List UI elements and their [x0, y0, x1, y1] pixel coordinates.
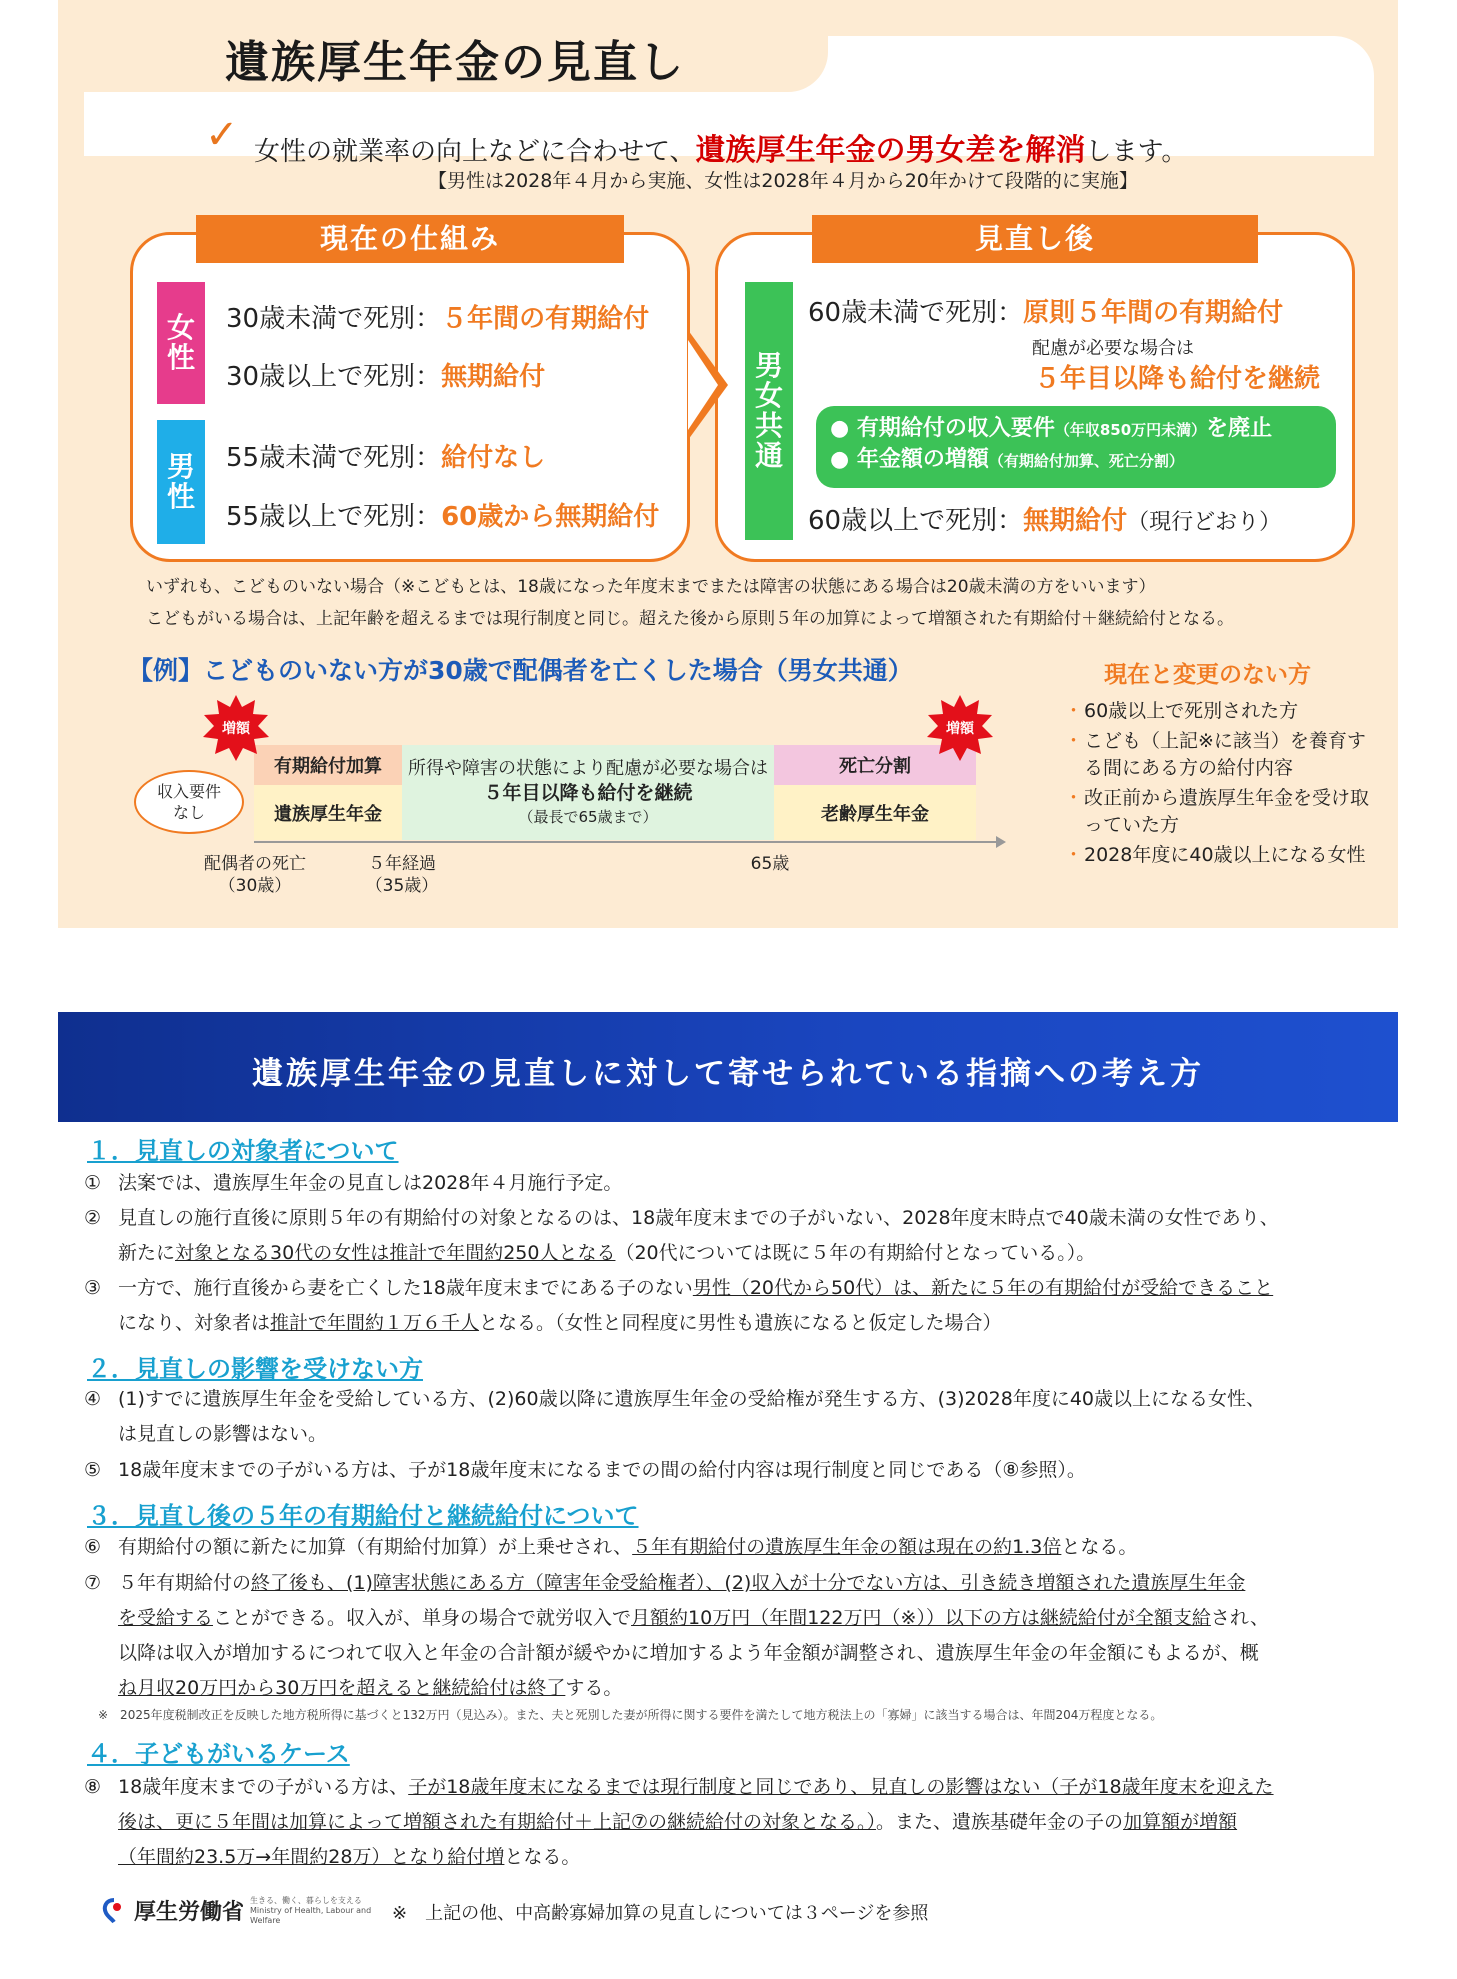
- list-item: ・ 改正前から遺族厚生年金を受け取っていた方: [1072, 785, 1372, 839]
- section-heading-2: ２．見直しの影響を受けない方: [87, 1355, 423, 1383]
- intro-line: 女性の就業率の向上などに合わせて、遺族厚生年金の男女差を解消します。: [254, 133, 1188, 168]
- section-heading-4: ４．子どもがいるケース: [87, 1740, 350, 1768]
- male-tag-label: 男 性: [166, 450, 195, 513]
- timeline-old-age-segment: 老齢厚生年金: [774, 785, 976, 840]
- revised-row-1-continue: ５年目以降も給付を継続: [1034, 364, 1321, 394]
- ministry-name: 厚生労働省: [134, 1900, 245, 1925]
- timeline-axis: [254, 841, 999, 843]
- revised-row-1-note: 配慮が必要な場合は: [1032, 338, 1194, 359]
- timeline-continue-segment: 所得や障害の状態により配慮が必要な場合は ５年目以降も給付を継続 （最長で65歳まで）: [402, 745, 774, 840]
- footnote-1: いずれも、こどものいない場合（※こどもとは、18歳になった年度末までまたは障害の状態にある場合は20歳未満の方をいいます）: [146, 577, 1156, 597]
- timeline-tick-65: 65歳: [750, 854, 790, 874]
- male-tag: [157, 420, 205, 544]
- section-heading-3: ３．見直し後の５年の有期給付と継続給付について: [87, 1502, 639, 1530]
- page-title: 遺族厚生年金の見直し: [225, 37, 685, 88]
- list-item: ・ こども（上記※に該当）を養育する間にある方の給付内容: [1072, 728, 1372, 782]
- revised-row-1: 60歳未満で死別：原則５年間の有期給付: [808, 298, 1284, 328]
- ministry-logo-icon: [100, 1897, 128, 1925]
- common-tag: [745, 282, 793, 540]
- increase-burst-icon: [201, 693, 271, 763]
- list-item: ④ (1)すでに遺族厚生年金を受給している方、(2)60歳以降に遺族厚生年金の受給権が発生する方、(3)2028年度に40歳以上になる女性、 は見直しの影響はない。: [84, 1388, 1266, 1445]
- no-change-title: 現在と変更のない方: [1104, 662, 1311, 688]
- current-system-header: 現在の仕組み: [196, 215, 624, 263]
- item-7-note: ※ 2025年度税制改正を反映した地方税所得に基づくと132万円（見込み）。また、夫と死別した妻が所得に関する要件を満たして地方税法上の「寡婦」に該当する場合は、年間204万程度となる。: [98, 1708, 1163, 1722]
- timeline-death-split-segment: 死亡分割: [774, 745, 976, 785]
- list-item: ② 見直しの施行直後に原則５年の有期給付の対象となるのは、18歳年度末までの子がいない、2028年度末時点で40歳未満の女性であり、 新たに対象となる30代の女性は推計で年間約250人となる（20代については既に５年の有期給付となっている。）。: [84, 1207, 1279, 1264]
- list-item: ③ 一方で、施行直後から妻を亡くした18歳年度末までにある子のない男性（20代から50代）は、新たに５年の有期給付が受給できること になり、対象者は推計で年間約１万６千人となる。（女性と同程度に男性も遺族になると仮定した場合）: [84, 1277, 1274, 1334]
- ministry-subtitle: 生きる、働く、暮らしを支える Ministry of Health, Labour and Welfare: [250, 1895, 372, 1925]
- male-row-1: 55歳未満で死別：給付なし: [226, 443, 546, 473]
- female-tag-label: 女 性: [166, 311, 195, 374]
- list-item: ① 法案では、遺族厚生年金の見直しは2028年４月施行予定。: [84, 1172, 623, 1194]
- increase-burst-icon: [925, 693, 995, 763]
- example-title: 【例】こどものいない方が30歳で配偶者を亡くした場合（男女共通）: [128, 656, 913, 685]
- list-item: ⑥ 有期給付の額に新たに加算（有期給付加算）が上乗せされ、５年有期給付の遺族厚生年金の額は現在の約1.3倍となる。: [84, 1536, 1138, 1558]
- list-item: ⑦ ５年有期給付の終了後も、(1)障害状態にある方（障害年金受給権者）、(2)収入が十分でない方は、引き続き増額された遺族厚生年金 を受給することができる。収入が、単身の場合で就労収入で月額約10万円（年間122万円（※））以下の方は継続給付が全額支給され、 以降は収入が増加するにつれて収入と年金の合計額が緩やかに増加するよう年金額が調整され、遺族厚生年金の年金額にもよるが、概 ね月収20万円から30万円を超えると継続給付は終了する。: [84, 1572, 1270, 1699]
- male-row-2: 55歳以上で死別：60歳から無期給付: [226, 502, 660, 532]
- common-tag-label: 男 女 共 通: [754, 349, 783, 472]
- arrow-right-icon-inner: [688, 340, 718, 430]
- section-heading-1: １．見直しの対象者について: [87, 1137, 399, 1165]
- intro-note: 【男性は2028年４月から実施、女性は2028年４月から20年かけて段階的に実施】: [428, 170, 1138, 192]
- no-change-list: [1072, 698, 1372, 872]
- list-item: ・ 60歳以上で死別された方: [1072, 698, 1372, 725]
- burst-label: 増額: [946, 721, 974, 737]
- speech-bubble: 収入要件 なし: [134, 770, 244, 834]
- timeline-arrow-icon: [996, 836, 1006, 848]
- revised-row-2: 60歳以上で死別：無期給付（現行どおり）: [808, 506, 1282, 536]
- footnote-2: こどもがいる場合は、上記年齢を超えるまでは現行制度と同じ。超えた後から原則５年の加算によって増額された有期給付＋継続給付となる。: [146, 609, 1234, 629]
- revised-system-header: 見直し後: [812, 215, 1258, 263]
- timeline-survivor-segment: 遺族厚生年金: [254, 785, 402, 840]
- intro-highlight: 遺族厚生年金の男女差を解消: [695, 133, 1086, 168]
- green-improvements-box: ● 有期給付の収入要件（年収850万円未満）を廃止 ● 年金額の増額（有期給付加算、死亡分割）: [816, 406, 1336, 488]
- footer-note: ※ 上記の他、中高齢寡婦加算の見直しについては３ページを参照: [392, 1903, 929, 1924]
- list-item: ⑤ 18歳年度末までの子がいる方は、子が18歳年度末になるまでの間の給付内容は現行制度と同じである（⑧参照）。: [84, 1459, 1086, 1481]
- timeline-tick-death: 配偶者の死亡 （30歳）: [204, 854, 306, 896]
- list-item: ・ 2028年度に40歳以上になる女性: [1072, 842, 1372, 869]
- female-tag: [157, 282, 205, 404]
- female-row-1: 30歳未満で死別：５年間の有期給付: [226, 304, 650, 334]
- female-row-2: 30歳以上で死別：無期給付: [226, 362, 546, 392]
- timeline-tick-5years: ５年経過 （35歳）: [365, 854, 439, 896]
- section-banner: 遺族厚生年金の見直しに対して寄せられている指摘への考え方: [58, 1012, 1398, 1122]
- list-item: ⑧ 18歳年度末までの子がいる方は、子が18歳年度末になるまでは現行制度と同じであり、見直しの影響はない（子が18歳年度末を迎えた 後は、更に５年間は加算によって増額された有期給付＋上記⑦の継続給付の対象となる。）。また、遺族基礎年金の子の加算額が増額 （年間約23.5万→年間約28万）となり給付増となる。: [84, 1776, 1274, 1868]
- timeline-add-segment: 有期給付加算: [254, 745, 402, 785]
- burst-label: 増額: [222, 721, 250, 737]
- ministry-logo: [100, 1895, 390, 1926]
- check-icon: ✓: [205, 112, 239, 158]
